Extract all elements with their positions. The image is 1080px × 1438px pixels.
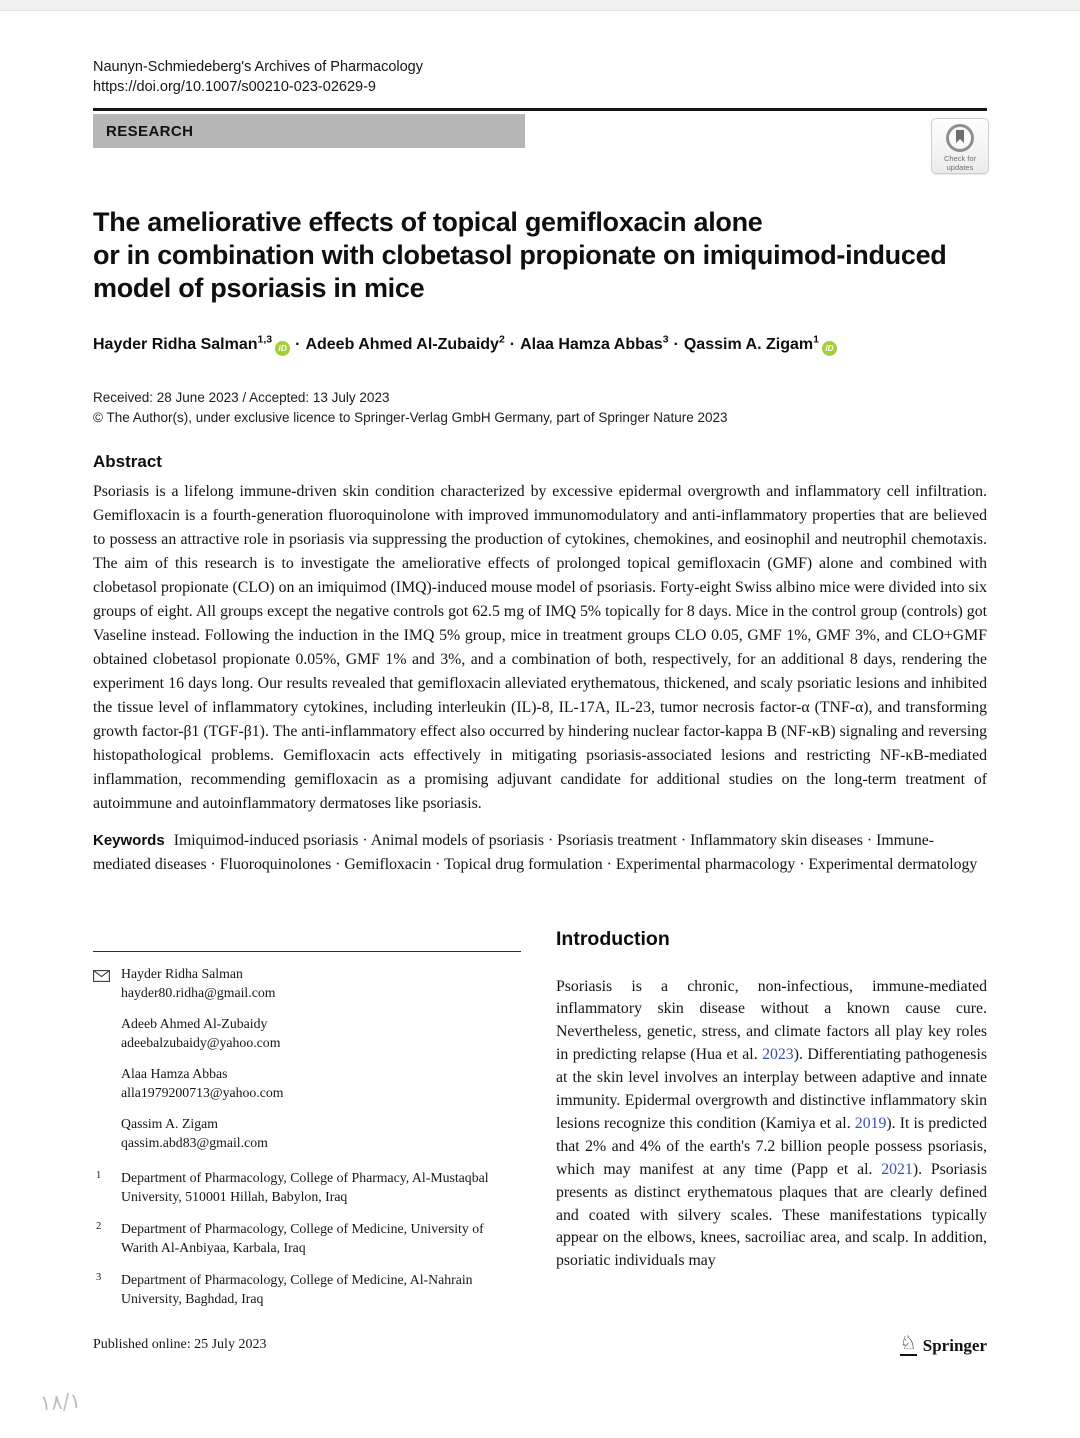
author-list [93, 334, 987, 356]
author-4-name: Qassim A. Zigam [683, 336, 814, 354]
springer-logo-text: Springer [922, 1336, 987, 1355]
author-contact [93, 1014, 521, 1052]
affiliation-1-number: 1 [96, 1170, 102, 1182]
contact-email[interactable]: qassim.abd83@gmail.com [121, 1135, 268, 1151]
keywords-block [93, 829, 987, 877]
intro-text-segment: ). Psoriasis presents as distinct erythematous plaques that are clearly defined and coated with silvery scales. These manifestations typically appear on the elbows, knees, sacroiliac area, and scalp. In addition, psoriatic individuals may [556, 1160, 987, 1270]
orcid-icon[interactable]: iD [822, 341, 837, 356]
author-1-affiliation-sup: 1,3 [257, 334, 273, 346]
affiliations-list [93, 1168, 521, 1308]
article-type-row [93, 114, 987, 172]
author-3 [520, 336, 668, 353]
affiliation-2 [93, 1219, 521, 1257]
abstract-heading: Abstract [93, 452, 162, 472]
contact-name: Alaa Hamza Abbas [121, 1066, 228, 1082]
journal-name: Naunyn-Schmiedeberg's Archives of Pharmacology [93, 59, 423, 75]
footnotes-column [93, 911, 521, 1308]
introduction-paragraph [556, 976, 987, 1274]
affiliation-1-text: Department of Pharmacology, College of Pharmacy, Al-Mustaqbal University, 510001 Hillah, Babylon, Iraq [121, 1170, 489, 1205]
citation-link-kamiya-2019[interactable]: 2019 [854, 1114, 887, 1132]
crossmark-flag-icon [956, 130, 964, 143]
article-title-line1: The ameliorative effects of topical gemifloxacin alone [93, 207, 763, 237]
check-for-updates-button[interactable] [931, 118, 989, 174]
affiliation-2-text: Department of Pharmacology, College of Medicine, University of Warith Al-Anbiyaa, Karbala, Iraq [121, 1221, 484, 1256]
citation-link-papp-2021[interactable]: 2021 [881, 1160, 913, 1178]
affiliation-3 [93, 1270, 521, 1308]
author-4-affiliation-sup: 1 [813, 334, 819, 346]
check-for-updates-line2: updates [946, 163, 974, 172]
author-contact [93, 1064, 521, 1102]
author-1-name: Hayder Ridha Salman [93, 336, 258, 354]
contact-email[interactable]: alla1979200713@yahoo.com [121, 1085, 284, 1101]
contact-name: Hayder Ridha Salman [121, 966, 243, 982]
article-title-line2: or in combination with clobetasol propionate on imiquimod-induced [93, 240, 947, 270]
author-4 [684, 336, 837, 353]
article-type-bar [93, 114, 525, 148]
contact-name: Qassim A. Zigam [121, 1116, 218, 1132]
article-title-line3: model of psoriasis in mice [93, 273, 425, 303]
check-for-updates-label [944, 154, 976, 172]
introduction-heading: Introduction [556, 927, 670, 950]
received-accepted-dates: Received: 28 June 2023 / Accepted: 13 July 2023 [93, 390, 390, 406]
footnotes-divider [93, 951, 521, 952]
keywords-label: Keywords [93, 832, 165, 850]
author-separator: · [295, 336, 301, 354]
introduction-column [556, 911, 987, 1289]
affiliation-3-text: Department of Pharmacology, College of Medicine, Al-Nahrain University, Baghdad, Iraq [121, 1272, 473, 1307]
intro-text-segment: Psoriasis is a chronic, non-infectious, immune-mediated inflammatory skin disease without a known cause cure. Nevertheless, genetic, stress, and climate factors all play key roles in predicting relapse (Hua et al. [556, 977, 987, 1064]
crossmark-icon [946, 124, 974, 152]
copyright-line: © The Author(s), under exclusive licence to Springer-Verlag GmbH Germany, part of Springer Nature 2023 [93, 410, 728, 426]
doi-link[interactable]: https://doi.org/10.1007/s00210-023-02629-9 [93, 79, 376, 95]
contact-email[interactable]: hayder80.ridha@gmail.com [121, 985, 276, 1001]
author-separator: · [509, 336, 516, 354]
published-online-date: Published online: 25 July 2023 [93, 1337, 267, 1352]
affiliation-1 [93, 1168, 521, 1206]
affiliation-3-number: 3 [96, 1272, 102, 1284]
author-contact [93, 1114, 521, 1152]
contact-email[interactable]: adeebalzubaidy@yahoo.com [121, 1035, 281, 1051]
author-3-affiliation-sup: 3 [662, 334, 669, 346]
page-footer [93, 1334, 987, 1356]
handwritten-margin-note: ١٨/١ [39, 1388, 82, 1416]
author-2-name: Adeeb Ahmed Al-Zubaidy [305, 336, 499, 354]
affiliation-2-number: 2 [96, 1221, 102, 1233]
author-3-name: Alaa Hamza Abbas [520, 336, 663, 354]
author-1 [93, 336, 290, 353]
citation-link-hua-2023[interactable]: 2023 [762, 1046, 794, 1064]
orcid-icon[interactable]: iD [275, 341, 290, 356]
author-2 [305, 336, 504, 353]
envelope-icon [93, 968, 110, 987]
article-type-label: RESEARCH [106, 122, 194, 140]
intro-text-segment: ). Differentiating pathogenesis at the skin level involves an interplay between adaptive and innate immunity. Epidermal overgrowth and distinctive inflammatory skin lesions recognize this condition (Kamiya et al. [556, 1046, 987, 1132]
contact-name: Adeeb Ahmed Al-Zubaidy [121, 1016, 268, 1032]
check-for-updates-line1: Check for [943, 154, 977, 163]
two-column-section [93, 911, 987, 1308]
author-separator: · [673, 336, 679, 354]
keywords-text: Imiquimod-induced psoriasis · Animal models of psoriasis · Psoriasis treatment · Inflammatory skin diseases · Immune-mediated diseases · Fluoroquinolones · Gemifloxacin · Topical drug formulation · Experimental pharmacology · Experimental dermatology [93, 832, 978, 874]
author-2-affiliation-sup: 2 [498, 334, 505, 346]
header-rule [93, 108, 987, 111]
intro-text-segment: ). It is predicted that 2% and 4% of the earth's 7.2 billion people possess psoriasis, which may manifest at any time (Papp et al. [556, 1114, 987, 1178]
springer-horse-icon: ♘ [899, 1332, 917, 1354]
corresponding-author-contact [93, 964, 521, 1002]
springer-logo [900, 1334, 987, 1356]
abstract-text: Psoriasis is a lifelong immune-driven skin condition characterized by excessive epidermal overgrowth and inflammatory cell infiltration. Gemifloxacin is a fourth-generation fluoroquinolone with improved immunomodulatory and anti-inflammatory properties that are believed to possess an attractive role in psoriasis via suppressing the production of cytokines, chemokines, and eosinophil and neutrophil chemotaxis. The aim of this research is to investigate the ameliorative effects of prolonged topical gemifloxacin (GMF) alone and combined with clobetasol propionate (CLO) on an imiquimod (IMQ)-induced mouse model of psoriasis. Forty-eight Swiss albino mice were divided into six groups of eight. All groups except the negative controls got 62.5 mg of IMQ 5% topically for 8 days. Mice in the control group (controls) got Vaseline instead. Following the induction in the IMQ 5% group, mice in treatment groups CLO 0.05, GMF 1%, GMF 3%, and CLO+GMF obtained clobetasol propionate 0.05%, GMF 1% and 3%, and a combination of both, respectively, for an additional 8 days, rendering the experiment 16 days long. Our results revealed that gemifloxacin alleviated erythematous, thickened, and scaly psoriatic lesions and inhibited the tissue level of inflammatory cytokines, including interleukin (IL)-8, IL-17A, IL-23, tumor necrosis factor-α (TNF-α), and transforming growth factor-β1 (TGF-β1). The anti-inflammatory effect also occurred by hindering nuclear factor-kappa B (NF-κB) signaling and reversing histopathological problems. Gemifloxacin acts effectively in mitigating psoriasis-associated lesions and restricting NF-κB-mediated inflammation, recommending gemifloxacin as a promising adjuvant candidate for additional studies on the long-term treatment of autoimmune and autoinflammatory dermatoses like psoriasis. [93, 483, 987, 813]
page-content [93, 0, 987, 1308]
article-title [93, 206, 987, 305]
